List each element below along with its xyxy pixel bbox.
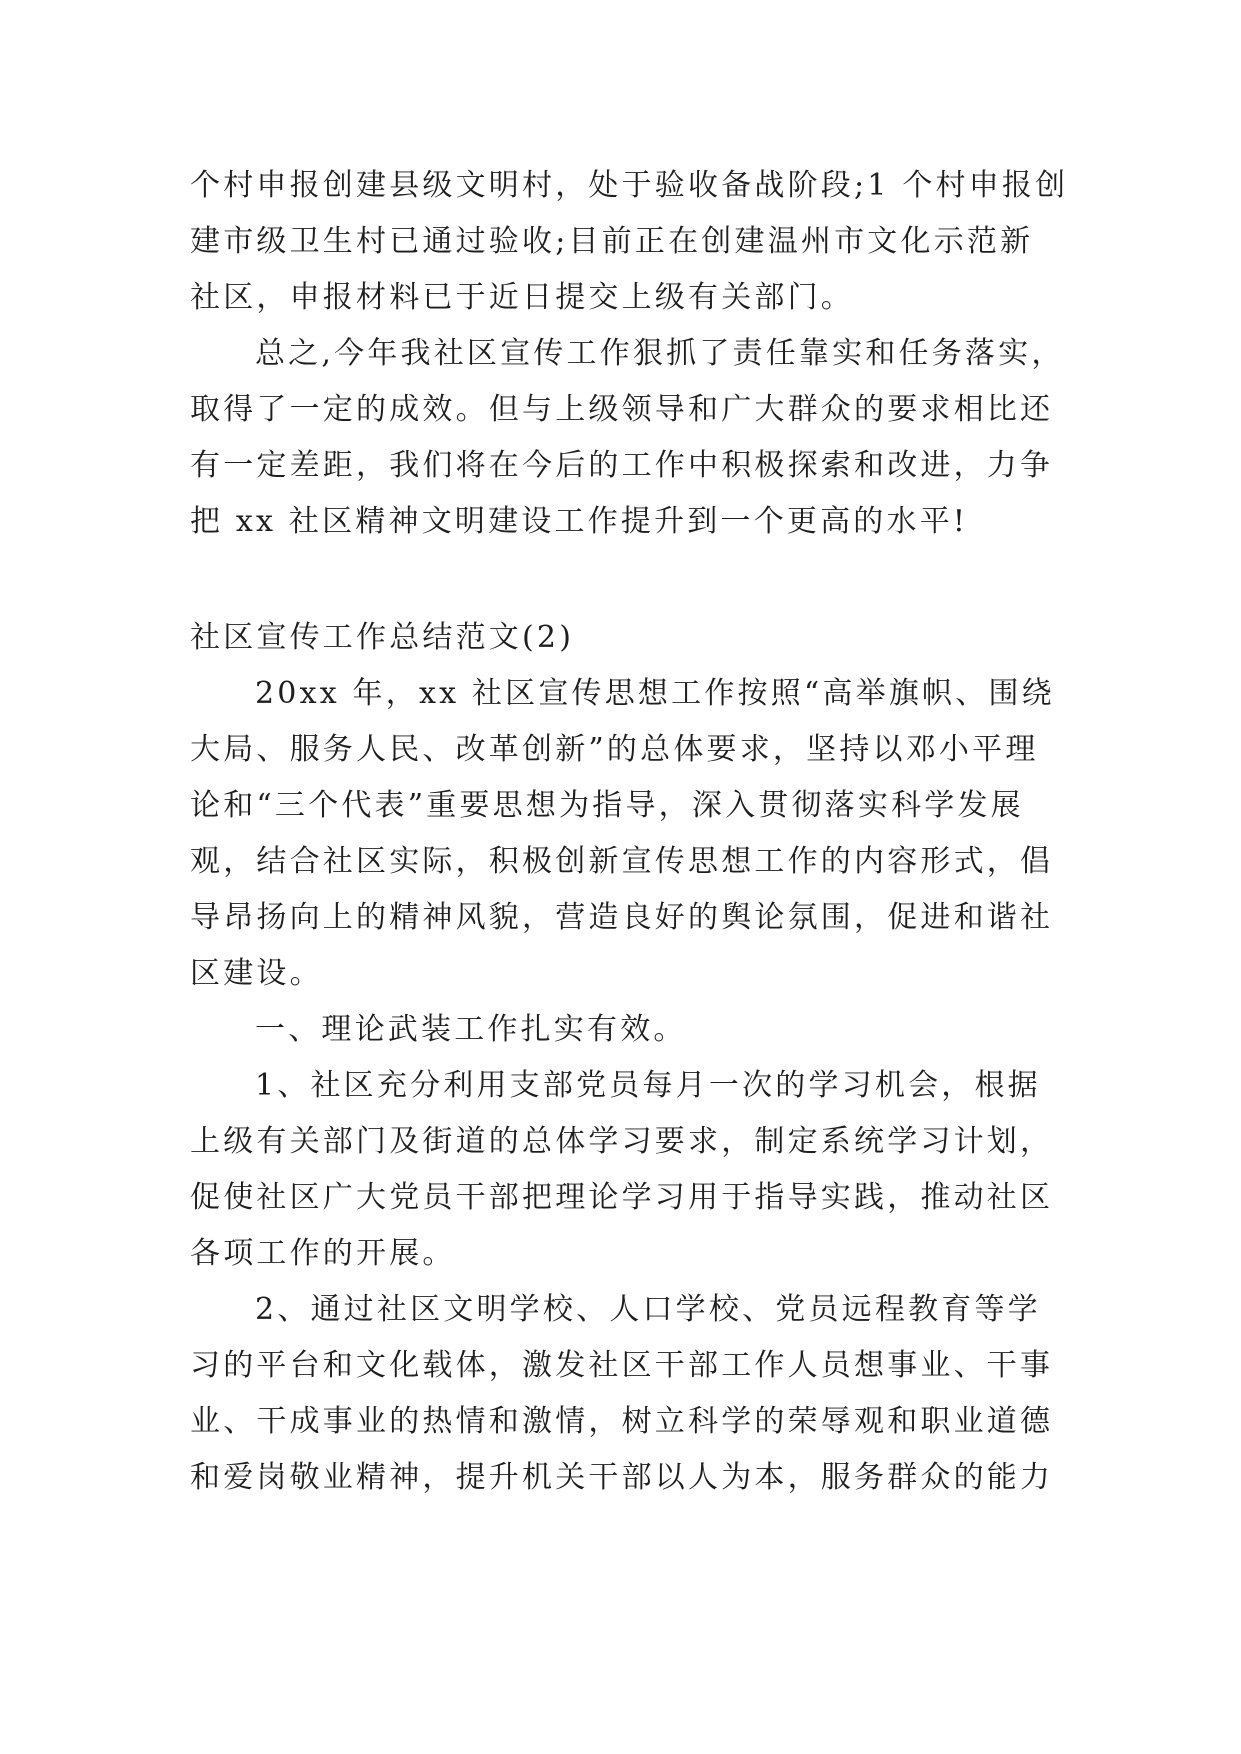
paragraph-item-1 <box>190 1058 1052 1282</box>
text-line: 社区，申报材料已于近日提交上级有关部门。 <box>190 280 854 315</box>
text-line: 促使社区广大党员干部把理论学习用于指导实践，推动社区 <box>190 1180 1054 1215</box>
text-line: 取得了一定的成效。但与上级领导和广大群众的要求相比还 <box>190 392 1054 427</box>
text-line: 区建设。 <box>190 956 323 991</box>
paragraph-intro <box>190 666 1055 1002</box>
paragraph-item-2 <box>190 1282 1052 1506</box>
text-line: 有一定差距，我们将在今后的工作中积极探索和改进，力争 <box>190 448 1054 483</box>
paragraph-closing <box>190 326 1065 550</box>
text-line: 建市级卫生村已通过验收;目前正在创建温州市文化示范新 <box>190 224 1034 259</box>
text-line: 总之,今年我社区宣传工作狠抓了责任靠实和任务落实， <box>255 336 1065 371</box>
document-body <box>190 158 1069 1506</box>
section-spacer <box>190 550 1052 610</box>
text-line: 观，结合社区实际，积极创新宣传思想工作的内容形式，倡 <box>190 844 1054 879</box>
text-line: 2、通过社区文明学校、人口学校、党员远程教育等学 <box>255 1292 1041 1327</box>
text-line: 习的平台和文化载体，激发社区干部工作人员想事业、干事 <box>190 1348 1054 1383</box>
text-line: 业、干成事业的热情和激情，树立科学的荣辱观和职业道德 <box>190 1404 1054 1439</box>
text-line: 导昂扬向上的精神风貌，营造良好的舆论氛围，促进和谐社 <box>190 900 1054 935</box>
text-line: 各项工作的开展。 <box>190 1236 456 1271</box>
subheading: 一、理论武装工作扎实有效。 <box>255 1012 687 1047</box>
text-line: 20xx 年，xx 社区宣传思想工作按照“高举旗帜、围绕 <box>255 676 1055 711</box>
text-line: 大局、服务人民、改革创新”的总体要求，坚持以邓小平理 <box>190 732 1039 767</box>
section-title: 社区宣传工作总结范文(2) <box>190 620 575 655</box>
text-line: 和爱岗敬业精神，提升机关干部以人为本，服务群众的能力 <box>190 1460 1054 1495</box>
text-line: 把 xx 社区精神文明建设工作提升到一个更高的水平! <box>190 504 969 539</box>
text-line: 个村申报创建县级文明村，处于验收备战阶段;1 个村申报创 <box>190 168 1069 203</box>
text-line: 上级有关部门及街道的总体学习要求，制定系统学习计划， <box>190 1124 1054 1159</box>
text-line: 论和“三个代表”重要思想为指导，深入贯彻落实科学发展 <box>190 788 1024 823</box>
text-line: 1、社区充分利用支部党员每月一次的学习机会，根据 <box>255 1068 1041 1103</box>
paragraph-continued <box>190 158 1069 326</box>
